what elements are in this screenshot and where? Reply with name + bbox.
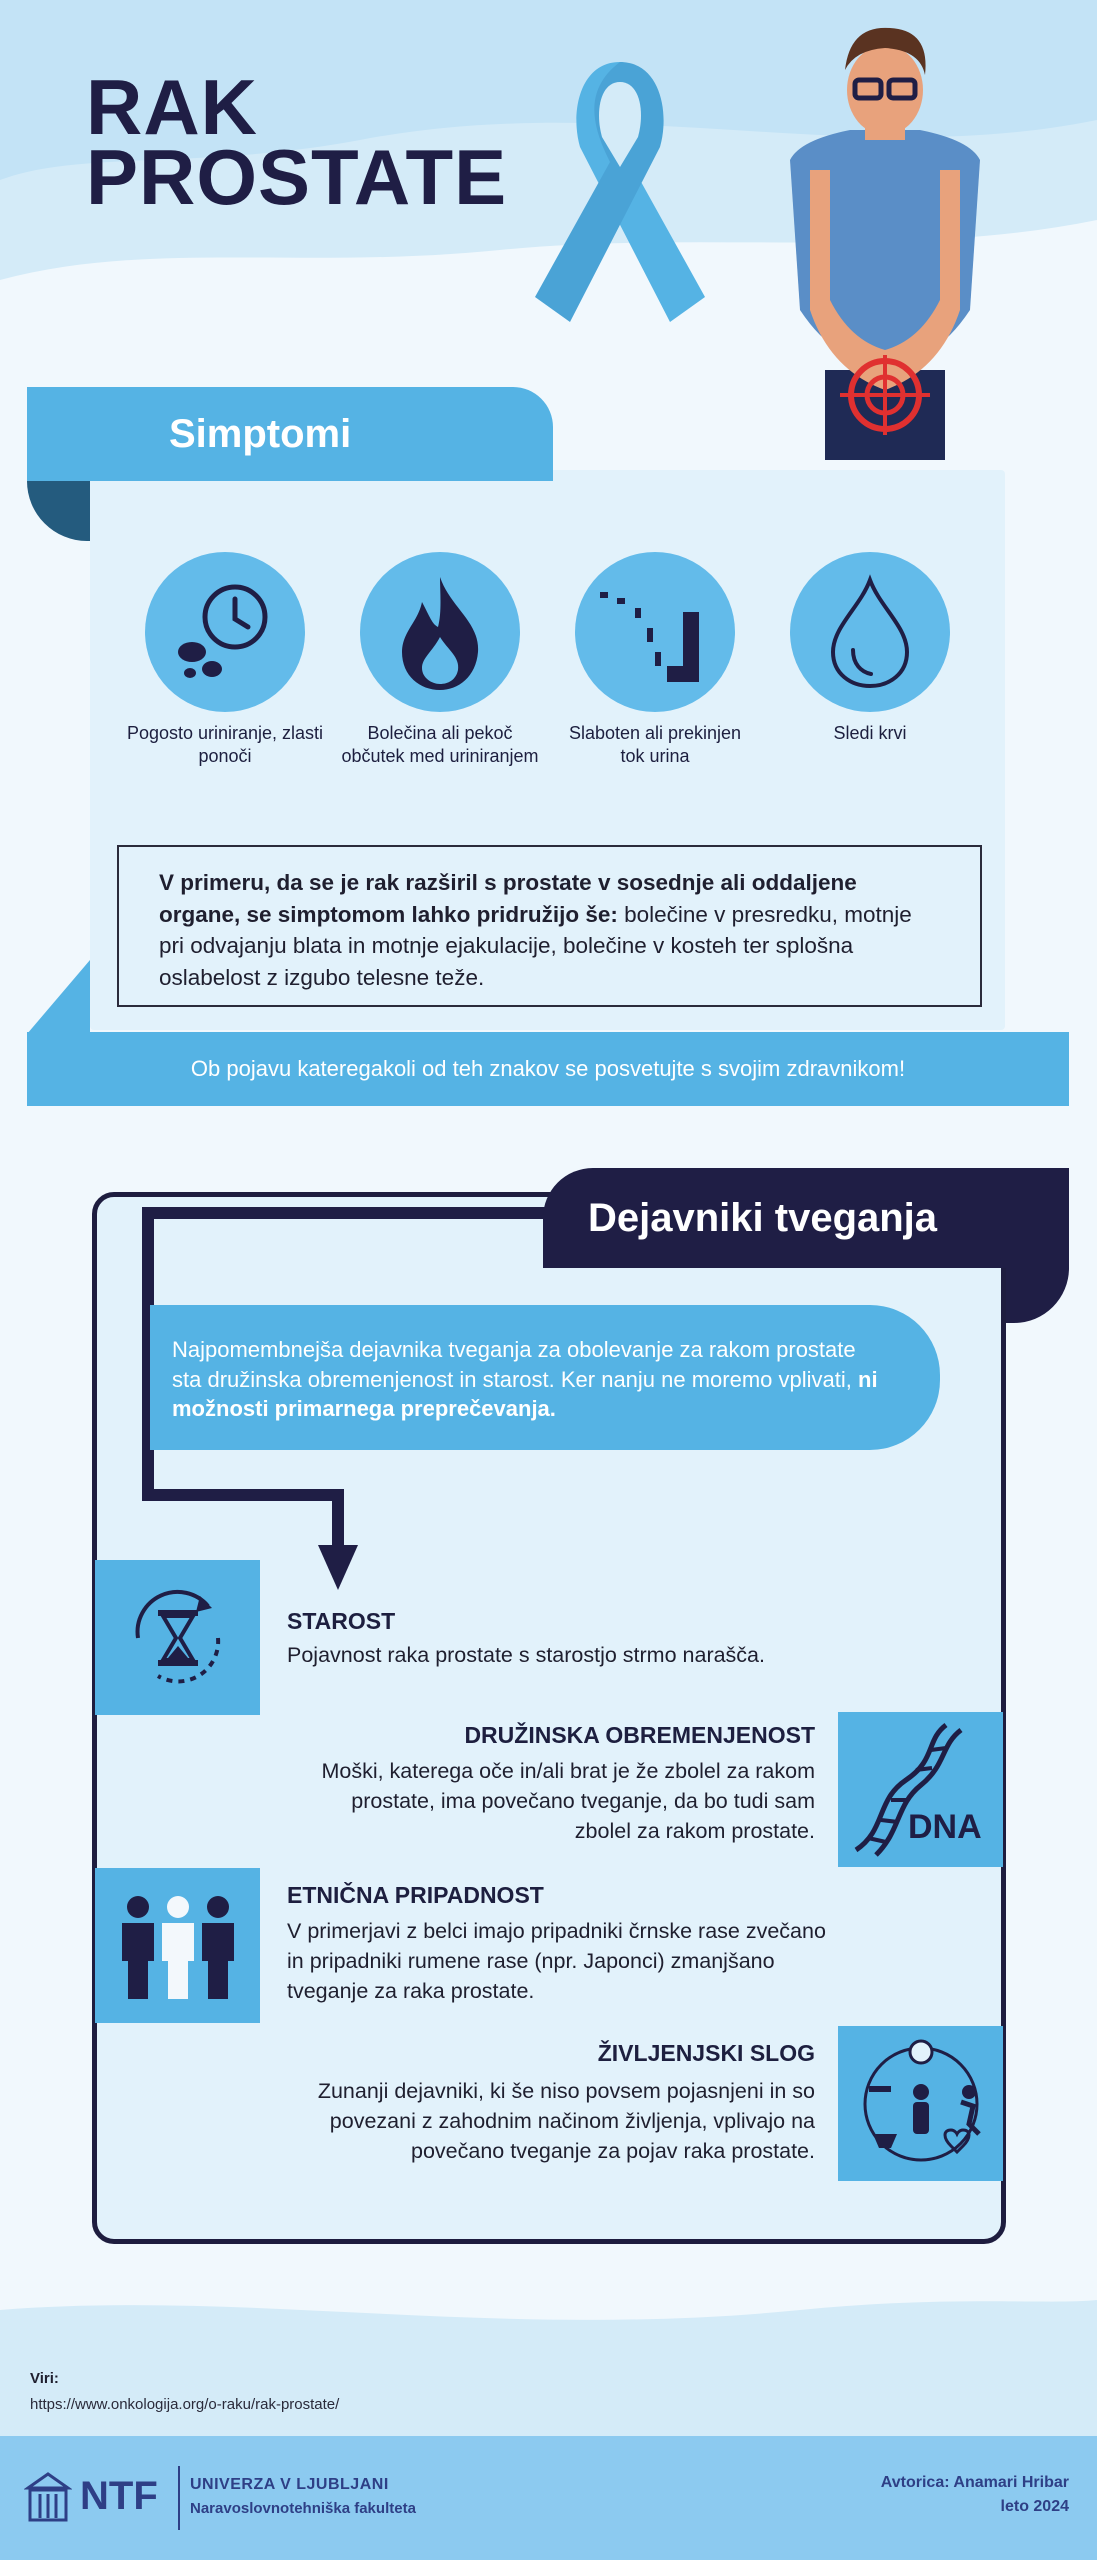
author: Avtorica: Anamari Hribar <box>880 2474 1069 2491</box>
sources-link[interactable]: https://www.onkologija.org/o-raku/rak-prostate/ <box>30 2396 340 2413</box>
factor-text-etnicna: V primerjavi z belci imajo pripadniki črnske rase zvečano in pripadniki rumene rase (npr. Japonci) zmanjšano tveganje za raka prostate. <box>287 1919 826 2004</box>
hourglass-icon <box>95 1560 260 1715</box>
factor-title-etnicna: ETNIČNA PRIPADNOST <box>287 1882 544 1908</box>
info-text: bolečine v presredku, motnje pri odvajanju blata in motnje ejakulacije, bolečine v kosteh ter splošna oslabelost z izgubo telesne teže. <box>159 901 912 990</box>
weak-stream-icon <box>575 552 735 712</box>
dna-icon-text: DNA <box>907 1807 982 1846</box>
symptom-label: Bolečina ali pekoč občutek med uriniranjem <box>341 723 539 766</box>
lifestyle-icon <box>838 2026 1003 2181</box>
spread-info-box <box>117 845 982 1007</box>
risk-intro-text: Najpomembnejša dejavnika tveganja za obolevanje za rakom prostate sta družinska obremenjenost in starost. Ker nanju ne moremo vplivati, <box>172 1337 858 1392</box>
title-prostate: PROSTATE <box>86 133 508 221</box>
consult-doctor-bar: Ob pojavu kateregakoli od teh znakov se posvetujte s svojim zdravnikom! <box>27 1032 1069 1106</box>
risk-tab-fold <box>1006 1268 1069 1323</box>
symptom-label: Pogosto uriniranje, zlasti ponoči <box>126 723 324 766</box>
symptom-label: Sledi krvi <box>833 723 907 743</box>
factor-title-zivljenjski-slog: ŽIVLJENJSKI SLOG <box>597 2040 815 2066</box>
risk-intro-bold: ni možnosti primarnega preprečevanja. <box>172 1366 878 1422</box>
man-illustration <box>770 10 1000 460</box>
factor-title-druzinska: DRUŽINSKA OBREMENJENOST <box>464 1722 815 1748</box>
year: leto 2024 <box>1000 2498 1069 2515</box>
university-name: UNIVERZA V LJUBLJANI <box>190 2476 389 2493</box>
symptoms-heading: Simptomi <box>27 387 553 481</box>
awareness-ribbon-icon <box>520 52 720 342</box>
blood-drop-icon <box>790 552 950 712</box>
factor-text-zivljenjski-slog: Zunanji dejavniki, ki še niso povsem pojasnjeni in so povezani z zahodnim načinom življenja, vplivajo na povečano tveganje za pojav raka prostate. <box>317 2079 815 2164</box>
factor-title-starost: STAROST <box>287 1608 396 1634</box>
title-rak: RAK <box>86 63 258 151</box>
factor-text-druzinska: Moški, katerega oče in/ali brat je že zbolel za rakom prostate, ima povečano tveganje, da bo tudi sam zbolel za rakom prostate. <box>321 1759 815 1844</box>
factor-text-starost: Pojavnost raka prostate s starostjo strmo narašča. <box>287 1643 765 1667</box>
footer <box>0 2436 1097 2560</box>
dna-icon <box>838 1712 1003 1867</box>
ntf-logo-text: NTF <box>80 2474 158 2518</box>
sources-title: Viri: <box>30 2370 59 2387</box>
logo-divider <box>178 2466 180 2530</box>
people-icon <box>95 1868 260 2023</box>
faculty-name: Naravoslovnotehniška fakulteta <box>190 2500 416 2517</box>
university-building-icon <box>24 2470 72 2524</box>
urination-clock-icon <box>145 552 305 712</box>
flame-icon <box>360 552 520 712</box>
symptom-label: Slaboten ali prekinjen tok urina <box>568 723 742 766</box>
symptoms-tab-fold <box>27 481 90 541</box>
info-bold: V primeru, da se je rak razširil s prostate v sosednje ali oddaljene organe, se simptomom lahko pridružijo še: <box>159 870 857 927</box>
risk-heading: Dejavniki tveganja <box>543 1168 1069 1268</box>
footer-background-wave <box>0 2300 1097 2440</box>
consult-bar-tail <box>27 960 90 1034</box>
risk-intro <box>150 1305 940 1450</box>
